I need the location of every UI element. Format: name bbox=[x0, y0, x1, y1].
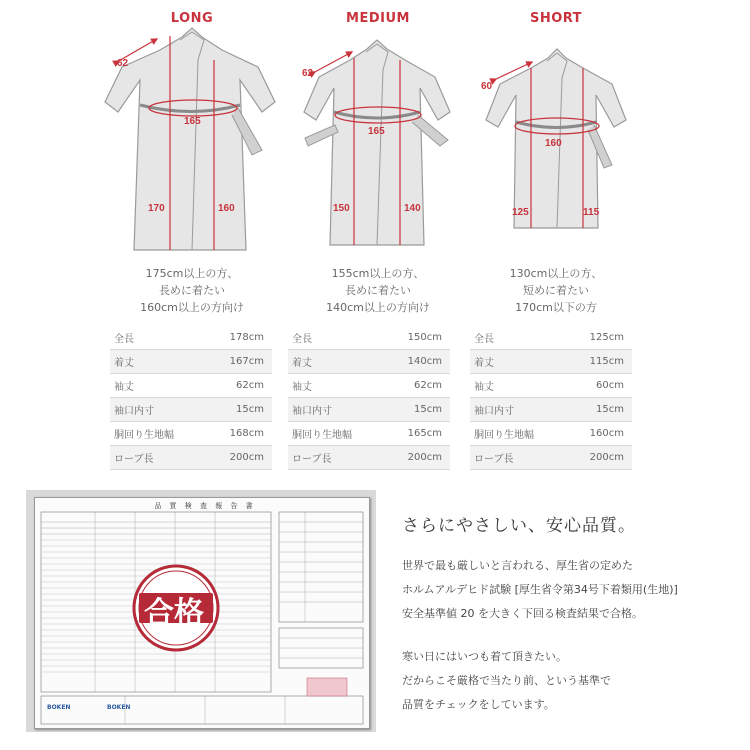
short-desc-line: 170cm以下の方 bbox=[515, 301, 597, 314]
medium-waist-label: 165 bbox=[368, 126, 385, 137]
medium-desc-line: 長めに着たい bbox=[345, 284, 411, 297]
table-row bbox=[288, 422, 450, 446]
spec-value: 15cm bbox=[558, 398, 632, 422]
long-waist-label: 165 bbox=[184, 116, 201, 127]
short-sleeve-label: 60 bbox=[481, 81, 493, 92]
short-waist-label: 160 bbox=[545, 138, 562, 149]
table-row bbox=[470, 398, 632, 422]
quality-text-line: ホルムアルデヒド試験 [厚生省令第34号下着類用(生地)] bbox=[402, 583, 678, 596]
medium-back-length-label: 140 bbox=[404, 203, 421, 214]
spec-value: 140cm bbox=[376, 350, 450, 374]
table-row bbox=[110, 350, 272, 374]
short-front-length-label: 125 bbox=[512, 207, 529, 218]
pass-stamp-text: 合格 bbox=[144, 596, 204, 631]
spec-label: 全長 bbox=[288, 326, 376, 350]
long-sleeve-label: 62 bbox=[117, 58, 129, 69]
spec-value: 160cm bbox=[558, 422, 632, 446]
spec-label: 袖丈 bbox=[470, 374, 558, 398]
spec-value: 200cm bbox=[376, 446, 450, 470]
report-title: 品 質 検 査 報 告 書 bbox=[154, 502, 256, 510]
short-desc-line: 短めに着たい bbox=[523, 284, 589, 297]
table-row bbox=[110, 398, 272, 422]
robe-medium bbox=[304, 40, 450, 245]
table-row bbox=[470, 422, 632, 446]
robe-long bbox=[105, 28, 275, 250]
quality-headline: さらにやさしい、安心品質。 bbox=[402, 516, 636, 536]
spec-label: 胴回り生地幅 bbox=[470, 422, 558, 446]
spec-label: 袖丈 bbox=[288, 374, 376, 398]
spec-value: 168cm bbox=[198, 422, 272, 446]
quality-text-line: 安全基準値 20 を大きく下回る検査結果で合格。 bbox=[402, 607, 643, 620]
spec-value: 125cm bbox=[558, 326, 632, 350]
spec-value: 15cm bbox=[376, 398, 450, 422]
long-back-length-label: 160 bbox=[218, 203, 235, 214]
table-row bbox=[288, 374, 450, 398]
table-row bbox=[110, 326, 272, 350]
short-desc-line: 130cm以上の方、 bbox=[509, 267, 603, 280]
long-desc-line: 160cm以上の方向け bbox=[140, 301, 244, 314]
table-row bbox=[288, 446, 450, 470]
robe-illustrations bbox=[0, 0, 750, 260]
spec-value: 178cm bbox=[198, 326, 272, 350]
spec-label: 全長 bbox=[470, 326, 558, 350]
spec-value: 15cm bbox=[198, 398, 272, 422]
medium-desc-line: 155cm以上の方、 bbox=[331, 267, 425, 280]
spec-label: 袖丈 bbox=[110, 374, 198, 398]
table-row bbox=[470, 446, 632, 470]
short-description bbox=[466, 265, 646, 316]
boken-logo-left: BOKEN bbox=[47, 704, 71, 711]
table-row bbox=[288, 326, 450, 350]
short-spec-table bbox=[470, 326, 632, 470]
quality-text-line: 世界で最も厳しいと言われる、厚生省の定めた bbox=[402, 559, 633, 572]
spec-value: 200cm bbox=[558, 446, 632, 470]
spec-value: 115cm bbox=[558, 350, 632, 374]
short-back-length-label: 115 bbox=[583, 207, 600, 218]
long-front-length-label: 170 bbox=[148, 203, 165, 214]
medium-front-length-label: 150 bbox=[333, 203, 350, 214]
quality-text-line: 品質をチェックをしています。 bbox=[402, 698, 555, 711]
spec-value: 200cm bbox=[198, 446, 272, 470]
inspection-report-image bbox=[26, 490, 376, 732]
spec-label: 着丈 bbox=[470, 350, 558, 374]
quality-text-line: だからこそ厳格で当たり前、という基準で bbox=[402, 674, 611, 687]
table-row bbox=[470, 350, 632, 374]
table-row bbox=[470, 326, 632, 350]
medium-desc-line: 140cm以上の方向け bbox=[326, 301, 430, 314]
spec-label: 胴回り生地幅 bbox=[110, 422, 198, 446]
spec-label: ローブ長 bbox=[288, 446, 376, 470]
spec-label: 袖口内寸 bbox=[288, 398, 376, 422]
medium-sleeve-label: 62 bbox=[302, 68, 314, 79]
long-desc-line: 175cm以上の方、 bbox=[145, 267, 239, 280]
spec-label: 着丈 bbox=[110, 350, 198, 374]
spec-value: 62cm bbox=[198, 374, 272, 398]
size-title-short: SHORT bbox=[529, 11, 583, 26]
spec-label: 袖口内寸 bbox=[470, 398, 558, 422]
spec-value: 62cm bbox=[376, 374, 450, 398]
quality-text-line: 寒い日にはいつも着て頂きたい。 bbox=[402, 650, 567, 663]
spec-label: 袖口内寸 bbox=[110, 398, 198, 422]
boken-logo-right: BOKEN bbox=[107, 704, 131, 711]
spec-value: 60cm bbox=[558, 374, 632, 398]
medium-description bbox=[288, 265, 468, 316]
report-document bbox=[34, 497, 370, 729]
table-row bbox=[110, 422, 272, 446]
size-title-long: LONG bbox=[170, 11, 214, 26]
table-row bbox=[288, 350, 450, 374]
spec-label: ローブ長 bbox=[110, 446, 198, 470]
table-row bbox=[110, 446, 272, 470]
table-row bbox=[470, 374, 632, 398]
spec-value: 167cm bbox=[198, 350, 272, 374]
long-description bbox=[102, 265, 282, 316]
spec-label: ローブ長 bbox=[470, 446, 558, 470]
long-spec-table bbox=[110, 326, 272, 470]
size-title-medium: MEDIUM bbox=[346, 11, 410, 26]
spec-label: 着丈 bbox=[288, 350, 376, 374]
long-desc-line: 長めに着たい bbox=[159, 284, 225, 297]
table-row bbox=[110, 374, 272, 398]
spec-label: 全長 bbox=[110, 326, 198, 350]
spec-value: 150cm bbox=[376, 326, 450, 350]
medium-spec-table bbox=[288, 326, 450, 470]
spec-label: 胴回り生地幅 bbox=[288, 422, 376, 446]
table-row bbox=[288, 398, 450, 422]
spec-value: 165cm bbox=[376, 422, 450, 446]
